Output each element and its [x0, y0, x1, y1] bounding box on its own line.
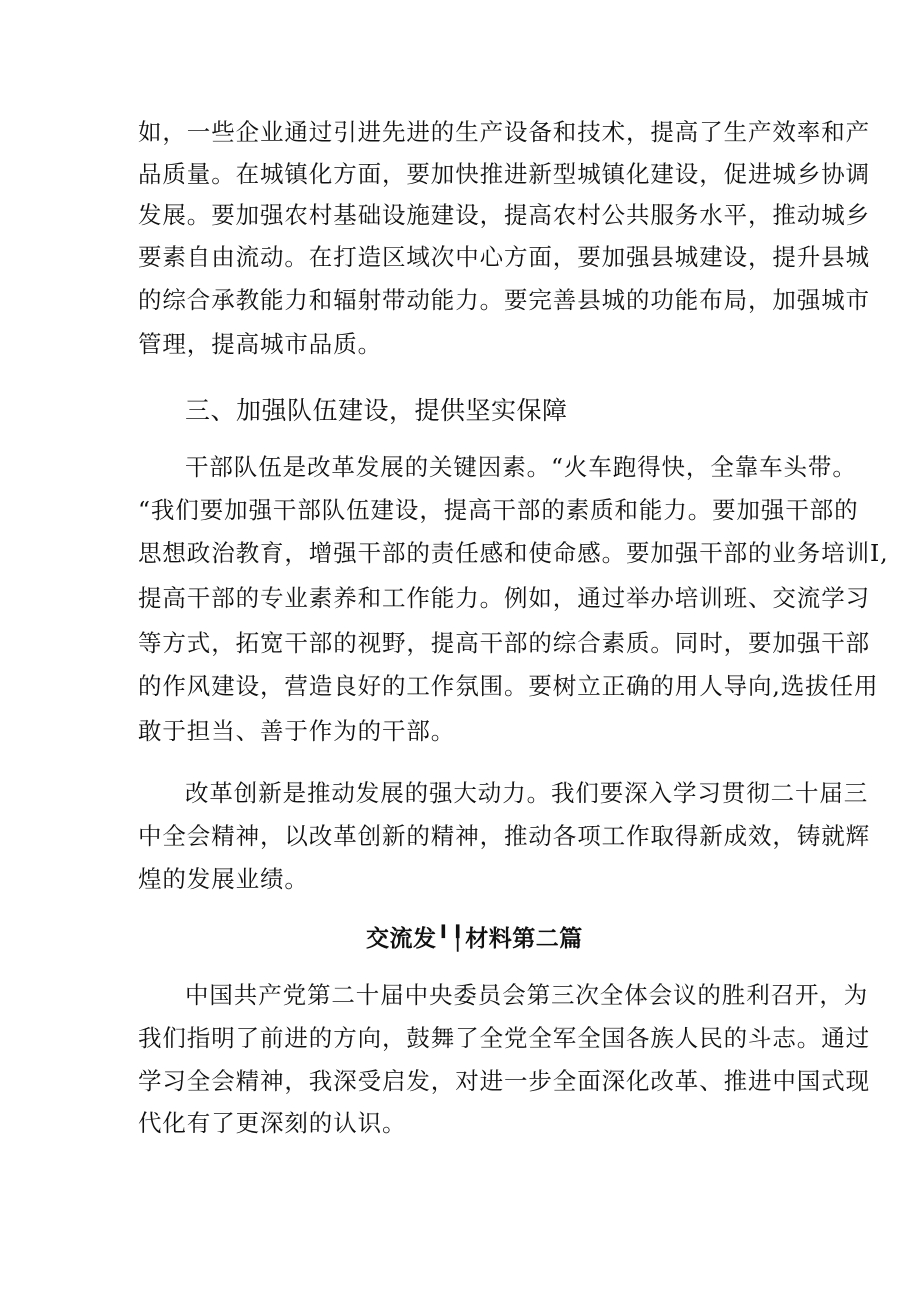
text-line: 提高干部的专业素养和工作能力。例如，通过举办培训班、交流学习 [138, 584, 870, 612]
text-line: 发展。要加强农村基础设施建设，提高农村公共服务水平，推动城乡 [138, 201, 870, 229]
text-line: 等方式，拓宽干部的视野，提高干部的综合素质。同时，要加强干部 [138, 629, 870, 657]
text-line: 煌的发展业绩。 [138, 865, 309, 893]
text-line: 代化有了更深刻的认识。 [138, 1109, 407, 1137]
text-line: 敢于担当、善于作为的干部。 [138, 717, 456, 745]
section-heading: 三、加强队伍建设，提供坚实保障 [185, 396, 568, 425]
text-line: 要素自由流动。在打造区域次中心方面，要加强县城建设，提升县城 [138, 243, 870, 271]
text-line: 管理，提高城市品质。 [138, 330, 382, 358]
text-line: 的作风建设，营造良好的工作氛围。要树立正确的用人导向,选拔任用 [138, 672, 879, 700]
text-line: “我们要加强干部队伍建设，提高干部的素质和能力。要加强干部的 [138, 496, 859, 524]
text-line: 干部队伍是改革发展的关键因素。“火车跑得快，全靠车头带。 [185, 453, 857, 481]
text-line: 学习全会精神，我深受启发，对进一步全面深化改革、推进中国式现 [138, 1067, 870, 1095]
text-line: 中国共产党第二十届中央委员会第三次全体会议的胜利召开，为 [185, 981, 869, 1009]
text-line: 中全会精神，以改革创新的精神，推动各项工作取得新成效，铸就辉 [138, 822, 870, 850]
text-line: 我们指明了前进的方向，鼓舞了全党全军全国各族人民的斗志。通过 [138, 1024, 870, 1052]
text-line: 品质量。在城镇化方面，要加快推进新型城镇化建设，促进城乡协调 [138, 160, 870, 188]
text-line: 的综合承教能力和辐射带动能力。要完善县城的功能布局，加强城市 [138, 286, 870, 314]
text-line: 如，一些企业通过引进先进的生产设备和技术，提高了生产效率和产 [138, 118, 870, 146]
text-line: 思想政治教育，增强干部的责任感和使命感。要加强干部的业务培训I, [138, 539, 889, 567]
document-title: 交流发╹╿材料第二篇 [366, 925, 583, 952]
text-line: 改革创新是推动发展的强大动力。我们要深入学习贯彻二十届三 [185, 779, 869, 807]
